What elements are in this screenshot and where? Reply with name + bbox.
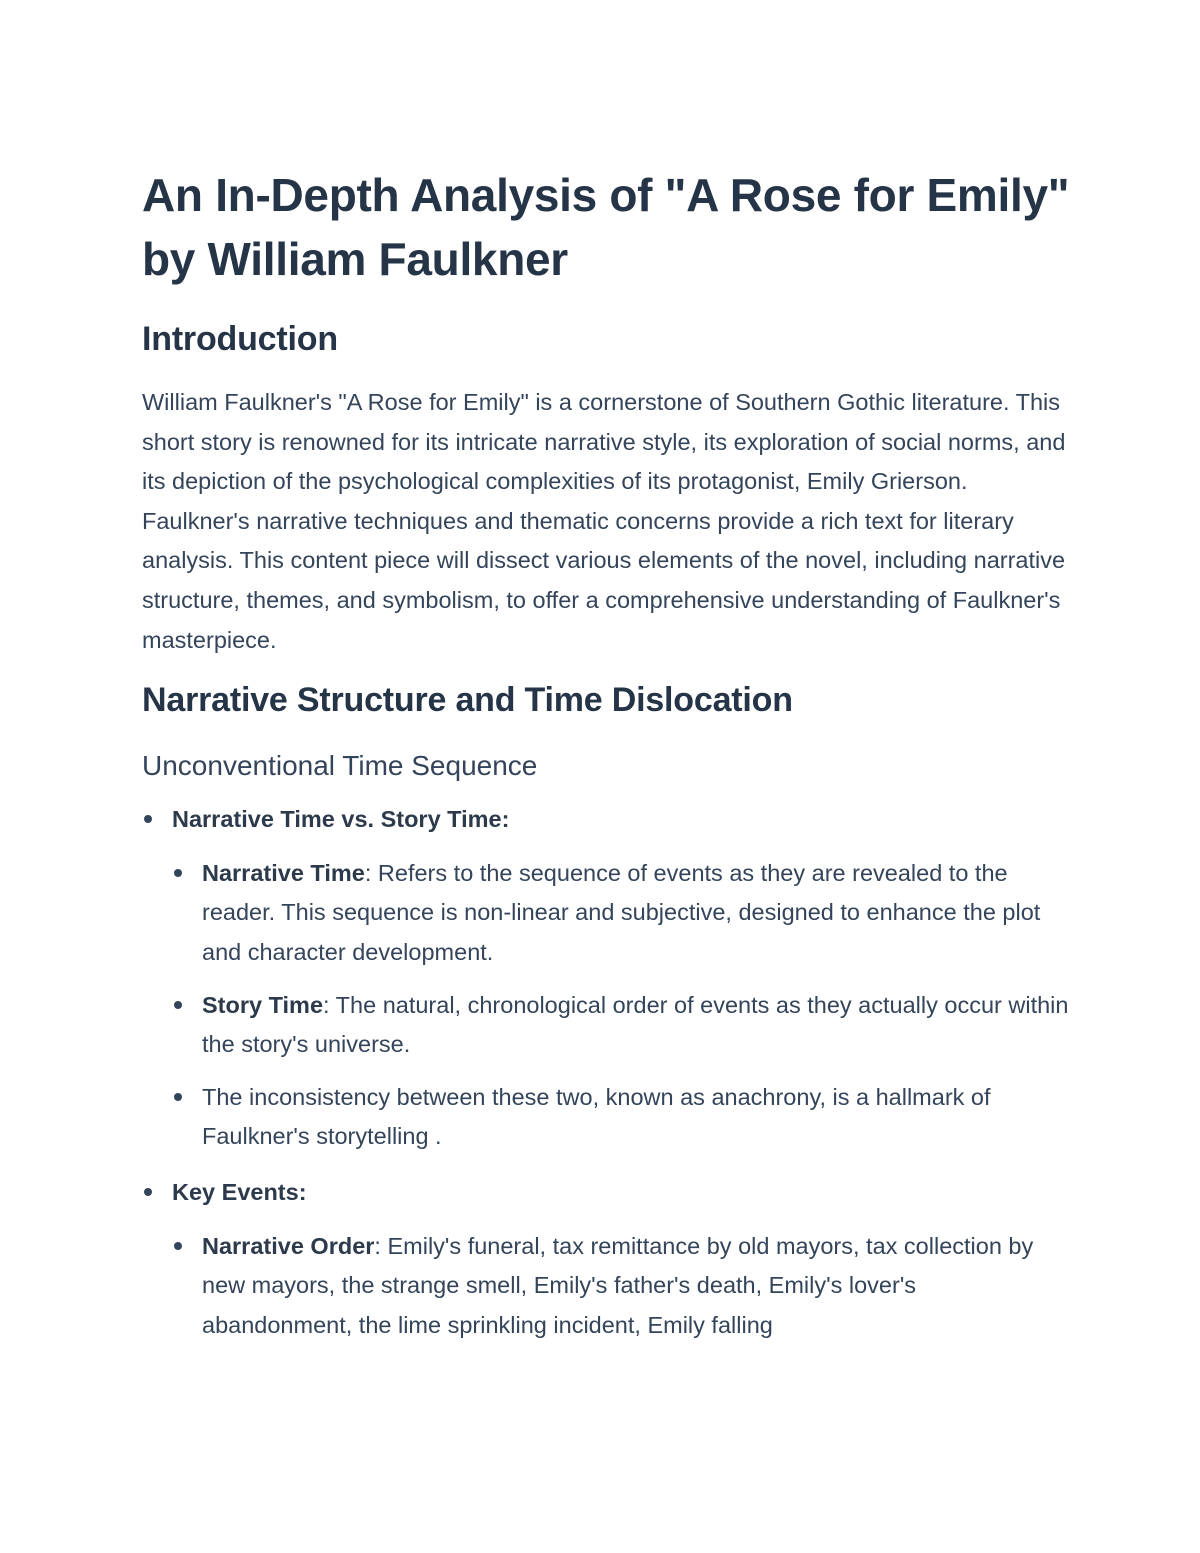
time-sequence-subheading: Unconventional Time Sequence — [142, 750, 538, 782]
list-item — [172, 854, 1072, 973]
document-page — [142, 163, 1072, 1345]
list-item-label: Key Events: — [172, 1178, 307, 1205]
list-item-label: Narrative Time — [202, 859, 365, 886]
sub-list — [172, 854, 1072, 1157]
list-item-label: Narrative Order — [202, 1232, 375, 1259]
list-item — [172, 1078, 1072, 1157]
bullet-icon — [174, 1093, 182, 1101]
list-item — [172, 1227, 1072, 1346]
introduction-paragraph: William Faulkner's "A Rose for Emily" is a cornerstone of Southern Gothic literature. This short story is renowned for its intricate narrative style, its exploration of social norms, and its depiction of the psychological complexities of its protagonist, Emily Grierson. Faulkner's narrative techniques and thematic concerns provide a rich text for literary analysis. This content piece will dissect various elements of the novel, including narrative structure, themes, and symbolism, to offer a comprehensive understanding of Faulkner's masterpiece. — [142, 389, 1066, 653]
list-item-text: : Emily's funeral, tax remittance by old mayors, tax collection by new mayors, the strange smell, Emily's father's death, Emily's lover's abandonment, the lime sprinkling incident, Emily falling — [202, 1232, 1034, 1338]
list-item — [142, 800, 1072, 1157]
bullet-icon — [174, 1001, 182, 1009]
sub-list — [172, 1227, 1072, 1346]
list-item-text: : Refers to the sequence of events as they are revealed to the reader. This sequence is non-linear and subjective, designed to enhance the plot and character development. — [202, 859, 1041, 965]
list-item-label: Narrative Time vs. Story Time: — [172, 806, 510, 833]
document-title: An In-Depth Analysis of "A Rose for Emily" by William Faulkner — [142, 169, 1070, 285]
list-item-label: Story Time — [202, 991, 324, 1018]
bullet-icon — [144, 1188, 152, 1196]
bullet-icon — [144, 815, 152, 823]
narrative-structure-list — [142, 800, 1072, 1345]
introduction-heading: Introduction — [142, 320, 338, 358]
bullet-icon — [174, 869, 182, 877]
narrative-structure-heading: Narrative Structure and Time Dislocation — [142, 681, 793, 720]
bullet-icon — [174, 1242, 182, 1250]
list-item — [142, 1173, 1072, 1345]
list-item-text: The inconsistency between these two, known as anachrony, is a hallmark of Faulkner's storytelling . — [202, 1083, 991, 1150]
list-item — [172, 986, 1072, 1065]
list-item-text: : The natural, chronological order of events as they actually occur within the story's universe. — [202, 991, 1069, 1058]
